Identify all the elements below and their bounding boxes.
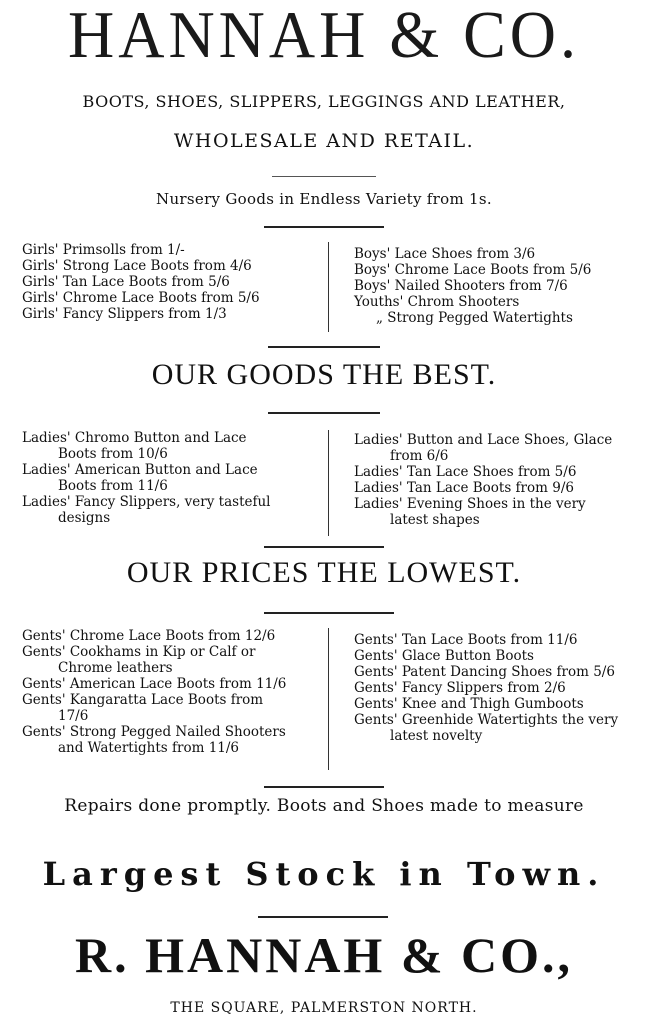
nursery-goods-line: Nursery Goods in Endless Variety from 1s. (156, 190, 492, 208)
list-item: Ladies' Tan Lace Shoes from 5/6 (354, 464, 577, 480)
slogan-prices: OUR PRICES THE LOWEST. (126, 556, 522, 589)
list-item: Gents' Chrome Lace Boots from 12/6 (22, 628, 276, 644)
list-item: from 6/6 (390, 448, 449, 464)
girls-price-list (22, 242, 260, 322)
repairs-line: Repairs done promptly. Boots and Shoes made to measure (64, 796, 584, 816)
list-item: Youths' Chrom Shooters (354, 294, 520, 310)
list-item: Boots from 10/6 (58, 446, 168, 462)
list-item: latest novelty (390, 728, 483, 744)
divider (272, 176, 376, 177)
ladies-price-list-left (22, 430, 271, 526)
list-item: Gents' Kangaratta Lace Boots from (22, 692, 264, 708)
list-item: „ Strong Pegged Watertights (376, 310, 573, 326)
list-item: Boys' Chrome Lace Boots from 5/6 (354, 262, 592, 278)
product-subtitle: BOOTS, SHOES, SLIPPERS, LEGGINGS AND LEATHER, (82, 92, 566, 111)
divider (264, 546, 384, 548)
list-item: Boys' Lace Shoes from 3/6 (354, 246, 536, 262)
list-item: designs (58, 510, 111, 526)
list-item: Gents' Greenhide Watertights the very (354, 712, 619, 728)
list-item: Gents' Glace Button Boots (354, 648, 534, 664)
list-item: Girls' Strong Lace Boots from 4/6 (22, 258, 252, 274)
list-item: Gents' Cookhams in Kip or Calf or (22, 644, 256, 660)
ladies-price-list-right (354, 432, 612, 528)
divider (268, 346, 380, 348)
list-item: Gents' Patent Dancing Shoes from 5/6 (354, 664, 615, 680)
list-item: and Watertights from 11/6 (58, 740, 240, 756)
list-item: Gents' Fancy Slippers from 2/6 (354, 680, 566, 696)
list-item: 17/6 (58, 708, 89, 724)
list-item: Gents' Strong Pegged Nailed Shooters (22, 724, 286, 740)
boys-price-list (354, 246, 591, 326)
list-item: Gents' American Lace Boots from 11/6 (22, 676, 287, 692)
divider (258, 916, 388, 918)
list-item: Girls' Primsolls from 1/- (22, 242, 185, 258)
list-item: Chrome leathers (58, 660, 173, 676)
list-item: Ladies' Tan Lace Boots from 9/6 (354, 480, 574, 496)
shop-title: HANNAH & CO. (68, 0, 580, 72)
largest-stock-line: Largest Stock in Town. (42, 855, 606, 893)
divider (264, 786, 384, 788)
column-divider (328, 430, 329, 536)
list-item: Girls' Tan Lace Boots from 5/6 (22, 274, 230, 290)
slogan-goods: OUR GOODS THE BEST. (151, 358, 497, 391)
column-divider (328, 242, 329, 332)
footer-shop-name: R. HANNAH & CO., (75, 927, 573, 983)
list-item: Boots from 11/6 (58, 478, 168, 494)
gents-price-list-right (354, 632, 618, 744)
divider (268, 412, 380, 414)
list-item: Gents' Knee and Thigh Gumboots (354, 696, 584, 712)
wholesale-retail-line: WHOLESALE AND RETAIL. (173, 130, 475, 152)
list-item: Ladies' Button and Lace Shoes, Glace (354, 432, 613, 448)
list-item: Boys' Nailed Shooters from 7/6 (354, 278, 568, 294)
list-item: Girls' Chrome Lace Boots from 5/6 (22, 290, 260, 306)
list-item: Girls' Fancy Slippers from 1/3 (22, 306, 227, 322)
divider (264, 612, 394, 614)
list-item: Ladies' Evening Shoes in the very (354, 496, 586, 512)
column-divider (328, 628, 329, 770)
gents-price-list-left (22, 628, 286, 756)
list-item: Gents' Tan Lace Boots from 11/6 (354, 632, 578, 648)
divider (264, 226, 384, 228)
shop-address: THE SQUARE, PALMERSTON NORTH. (170, 1000, 478, 1016)
list-item: Ladies' American Button and Lace (22, 462, 258, 478)
list-item: Ladies' Chromo Button and Lace (22, 430, 247, 446)
list-item: Ladies' Fancy Slippers, very tasteful (22, 494, 271, 510)
list-item: latest shapes (390, 512, 480, 528)
